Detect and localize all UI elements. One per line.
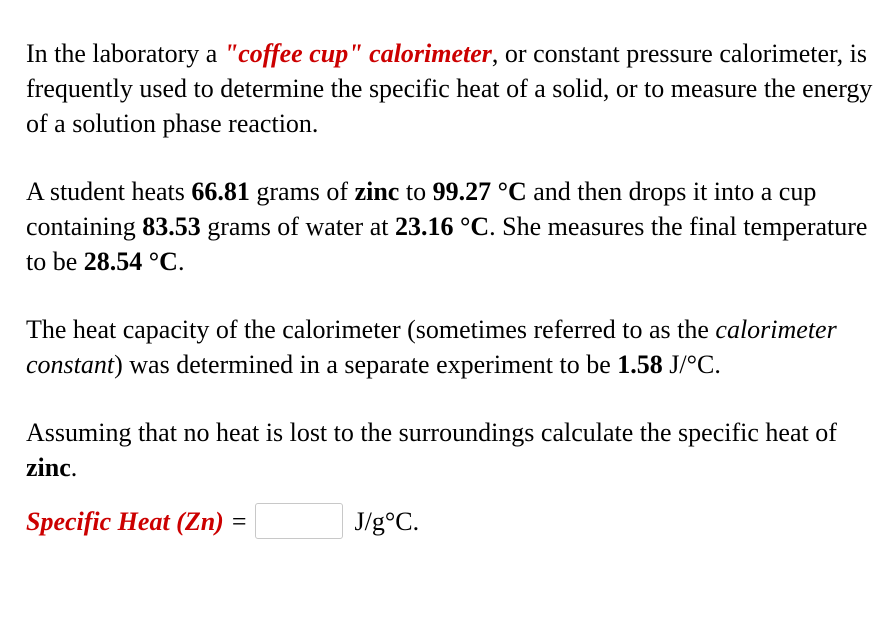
specific-heat-label: Specific Heat (Zn) (26, 506, 224, 536)
metal-temperature: 99.27 °C (432, 177, 527, 206)
problem-content (26, 36, 878, 541)
question-metal-name: zinc (26, 453, 71, 482)
calorimeter-paragraph: The heat capacity of the calorimeter (sometimes referred to as the calorimeter constant) was determined in a separate experiment to be 1.58 J/°C. (26, 315, 837, 379)
coffee-cup-calorimeter-term: "coffee cup" calorimeter (223, 39, 492, 68)
water-mass: 83.53 (142, 212, 201, 241)
metal-mass: 66.81 (191, 177, 250, 206)
calorimeter-constant-value: 1.58 (617, 350, 663, 379)
final-temperature: 28.54 °C (83, 247, 178, 276)
specific-heat-input[interactable] (255, 503, 343, 539)
specific-heat-unit: J/g°C. (354, 506, 420, 536)
calorimeter-constant-term: calorimeter constant (26, 315, 837, 379)
intro-paragraph: In the laboratory a "coffee cup" calorimeter, or constant pressure calorimeter, is frequently used to determine the specific heat of a solid, or to measure the energy of a solution phase reaction. (26, 39, 873, 138)
metal-name: zinc (354, 177, 400, 206)
equals-sign: = (231, 506, 247, 536)
experiment-paragraph: A student heats 66.81 grams of zinc to 99.27 °C and then drops it into a cup containing 83.53 grams of water at 23.16 °C. She measures the final temperature to be 28.54 °C. (26, 177, 868, 276)
question-paragraph: Assuming that no heat is lost to the surroundings calculate the specific heat of zinc. (26, 418, 837, 482)
answer-row (26, 501, 878, 541)
water-temperature: 23.16 °C (394, 212, 490, 241)
